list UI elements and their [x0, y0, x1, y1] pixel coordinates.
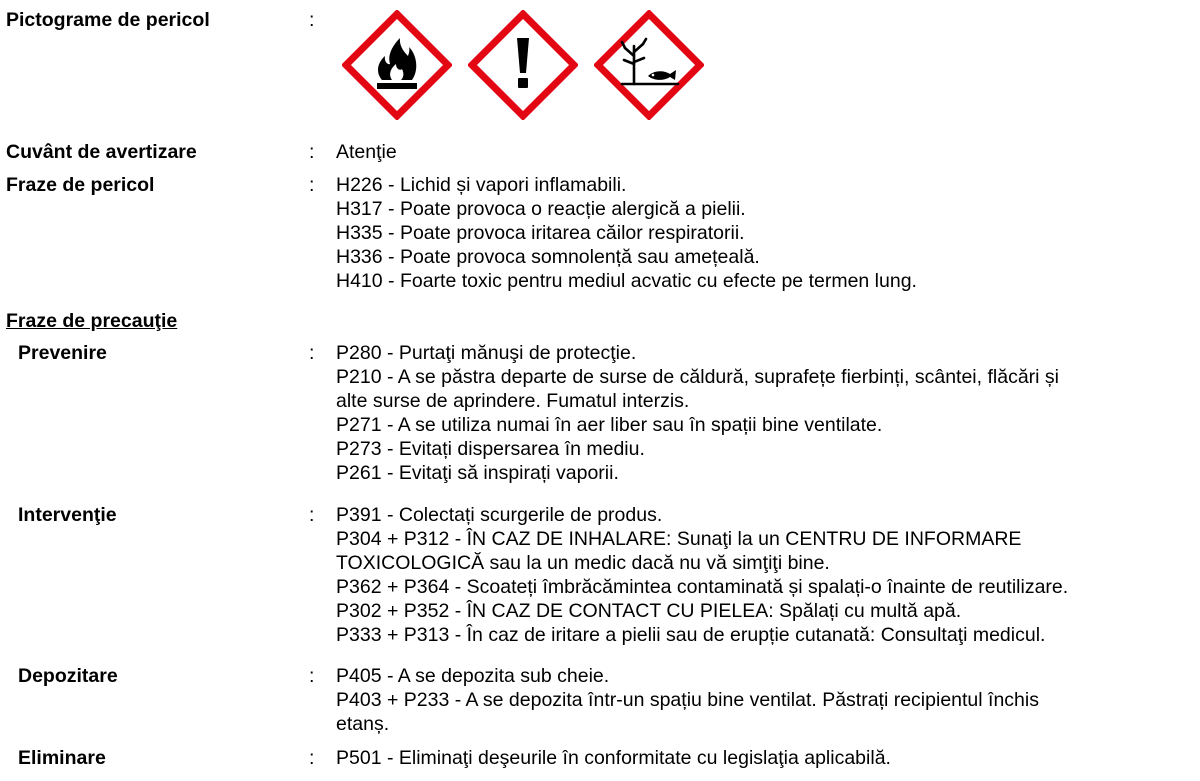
- disposal-list: [336, 746, 1186, 770]
- precautionary-statement: P210 - A se păstra departe de surse de căldură, suprafețe fierbinți, scântei, flăcări și: [336, 366, 1059, 388]
- hazard-statements-list: [336, 173, 1186, 293]
- colon: :: [309, 174, 315, 196]
- precautionary-statement: alte surse de aprindere. Fumatul interzis.: [336, 390, 690, 412]
- disposal-label: Eliminare: [18, 747, 106, 769]
- response-label: Intervenţie: [18, 504, 117, 526]
- precautionary-heading: Fraze de precauţie: [6, 310, 178, 332]
- hazard-statement: H336 - Poate provoca somnolență sau amețeală.: [336, 246, 760, 268]
- colon: :: [309, 747, 315, 769]
- precautionary-statement: etanș.: [336, 713, 390, 735]
- hazard-statement: H335 - Poate provoca iritarea căilor respiratorii.: [336, 222, 745, 244]
- colon: :: [309, 504, 315, 526]
- prevention-label: Prevenire: [18, 342, 107, 364]
- hazard-statements-label: Fraze de pericol: [6, 174, 155, 196]
- precautionary-statement: P333 + P313 - În caz de iritare a pielii sau de erupție cutanată: Consultaţi medicul.: [336, 624, 1046, 646]
- storage-list: [336, 664, 1186, 736]
- response-list: [336, 503, 1186, 647]
- colon: :: [309, 665, 315, 687]
- precautionary-statement: P501 - Eliminaţi deşeurile în conformitate cu legislaţia aplicabilă.: [336, 747, 891, 769]
- precautionary-statement: P362 + P364 - Scoateți îmbrăcămintea contaminată și spalați-o înainte de reutilizare.: [336, 576, 1069, 598]
- flame-icon: [342, 10, 452, 120]
- hazard-statement: H410 - Foarte toxic pentru mediul acvatic cu efecte pe termen lung.: [336, 270, 917, 292]
- precautionary-statement: P405 - A se depozita sub cheie.: [336, 665, 610, 687]
- colon: :: [309, 342, 315, 364]
- exclamation-mark-icon: [468, 10, 578, 120]
- environment-dead-tree-fish-icon: [594, 10, 704, 120]
- signal-word-label: Cuvânt de avertizare: [6, 141, 197, 163]
- precautionary-statement: P280 - Purtaţi mănuşi de protecţie.: [336, 342, 637, 364]
- precautionary-statement: TOXICOLOGICĂ sau la un medic dacă nu vă simţiţi bine.: [336, 552, 830, 574]
- signal-word-text: Atenţie: [336, 141, 397, 163]
- hazard-statement: H317 - Poate provoca o reacție alergică a pielii.: [336, 198, 746, 220]
- hazard-statement: H226 - Lichid și vapori inflamabili.: [336, 174, 627, 196]
- precautionary-statement: P403 + P233 - A se depozita într-un spațiu bine ventilat. Păstrați recipientul închis: [336, 689, 1039, 711]
- precautionary-statement: P271 - A se utiliza numai în aer liber sau în spații bine ventilate.: [336, 414, 883, 436]
- colon: :: [309, 141, 315, 163]
- pictograms-label: Pictograme de pericol: [6, 9, 210, 31]
- precautionary-statement: P304 + P312 - ÎN CAZ DE INHALARE: Sunaţi la un CENTRU DE INFORMARE: [336, 528, 1022, 550]
- colon: :: [309, 9, 315, 31]
- prevention-list: [336, 341, 1186, 485]
- precautionary-statement: P261 - Evitaţi să inspirați vaporii.: [336, 462, 619, 484]
- precautionary-statement: P302 + P352 - ÎN CAZ DE CONTACT CU PIELEA: Spălați cu multă apă.: [336, 600, 962, 622]
- precautionary-statement: P273 - Evitați dispersarea în mediu.: [336, 438, 645, 460]
- storage-label: Depozitare: [18, 665, 118, 687]
- signal-word-value: [336, 140, 1186, 164]
- precautionary-statement: P391 - Colectați scurgerile de produs.: [336, 504, 663, 526]
